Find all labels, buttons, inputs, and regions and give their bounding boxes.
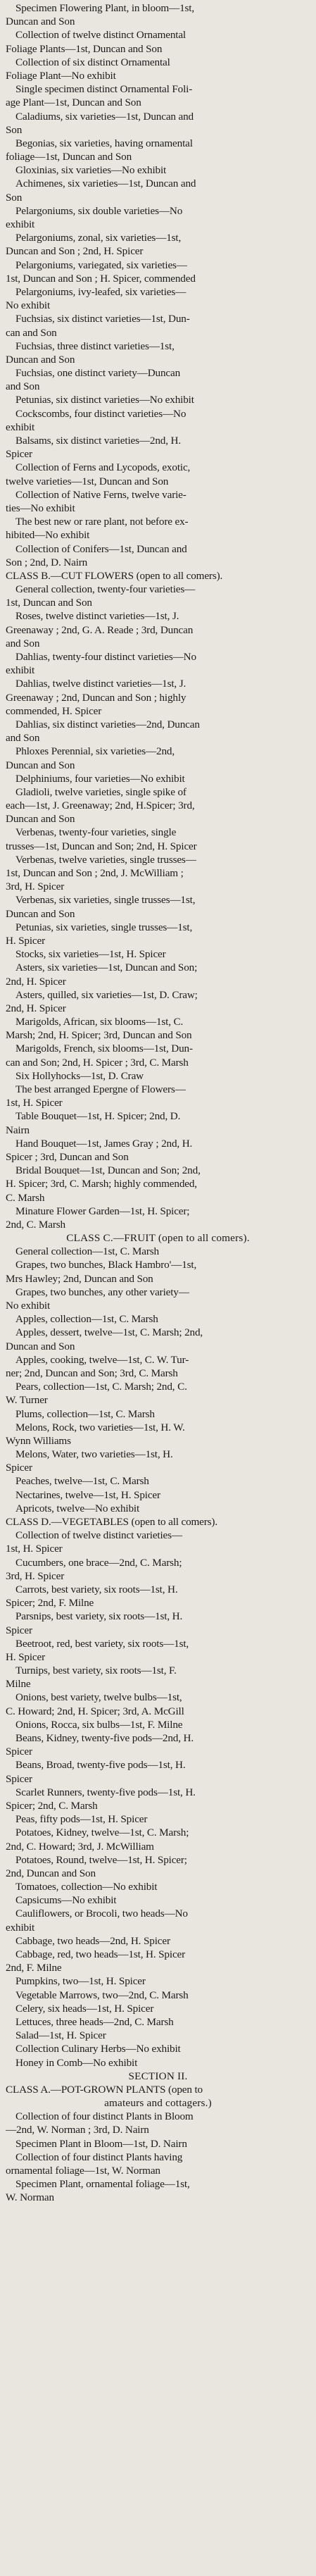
text-line: Capsicums—No exhibit xyxy=(15,1894,117,1907)
text-line: C. Marsh xyxy=(6,1191,45,1204)
text-line: 2nd, Duncan and Son xyxy=(6,1867,96,1879)
text-line: Plums, collection—1st, C. Marsh xyxy=(15,1407,155,1420)
text-line: No exhibit xyxy=(6,1300,51,1312)
text-line: Spicer xyxy=(6,1746,32,1758)
text-line: Collection of four distinct Plants having xyxy=(15,2151,183,2163)
text-line: Pelargoniums, zonal, six varieties—1st, xyxy=(15,232,182,244)
text-line: Honey in Comb—No exhibit xyxy=(15,2056,138,2069)
text-line: foliage—1st, Duncan and Son xyxy=(6,151,132,163)
text-line: Minature Flower Garden—1st, H. Spicer; xyxy=(15,1205,190,1217)
text-line: Marigolds, French, six blooms—1st, Dun- xyxy=(15,1043,193,1055)
text-line: Melons, Water, two varieties—1st, H. xyxy=(15,1448,173,1461)
text-line: exhibit xyxy=(6,218,35,230)
text-line: Spicer xyxy=(6,1624,32,1636)
text-line: Spicer ; 3rd, Duncan and Son xyxy=(6,1150,129,1163)
text-line: Spicer xyxy=(6,448,32,461)
text-line: General collection, twenty-four varieties— xyxy=(15,583,196,596)
text-line: Foliage Plant—No exhibit xyxy=(6,69,116,82)
text-line: exhibit xyxy=(6,421,35,433)
text-line: Phloxes Perennial, six varieties—2nd, xyxy=(15,745,175,758)
text-line: exhibit xyxy=(6,1921,35,1934)
text-line: Cucumbers, one brace—2nd, C. Marsh; xyxy=(15,1556,182,1569)
text-line: Apples, cooking, twelve—1st, C. W. Tur- xyxy=(15,1353,189,1366)
text-line: Cauliflowers, or Brocoli, two heads—No xyxy=(15,1908,188,1920)
text-line: Wynn Williams xyxy=(6,1434,71,1447)
text-line: Petunias, six varieties, single trusses—1st, xyxy=(15,921,193,933)
text-line: Dahlias, twenty-four distinct varieties—No xyxy=(15,651,196,663)
text-line: Lettuces, three heads—2nd, C. Marsh xyxy=(15,2015,174,2028)
text-line: twelve varieties—1st, Duncan and Son xyxy=(6,475,169,487)
text-line: No exhibit xyxy=(6,299,51,312)
text-line: Potatoes, Round, twelve—1st, H. Spicer; xyxy=(15,1853,187,1866)
text-line: Mrs Hawley; 2nd, Duncan and Son xyxy=(6,1272,153,1285)
text-line: 2nd, H. Spicer xyxy=(6,975,66,988)
text-line: Apricots, twelve—No exhibit xyxy=(15,1502,140,1514)
text-line: Pelargoniums, variegated, six varieties— xyxy=(15,259,187,271)
text-line: Collection of twelve distinct Ornamental xyxy=(15,29,186,42)
text-line: Peaches, twelve—1st, C. Marsh xyxy=(15,1475,149,1488)
text-line: Son xyxy=(6,123,23,136)
text-line: The best arranged Epergne of Flowers— xyxy=(15,1083,186,1095)
text-line: H. Spicer; 3rd, C. Marsh; highly commended, xyxy=(6,1178,197,1190)
text-line: Duncan and Son xyxy=(6,353,75,366)
text-line: Duncan and Son xyxy=(6,759,75,771)
text-line: Pelargoniums, ivy-leafed, six varieties— xyxy=(15,285,187,298)
text-line: Greenaway ; 2nd, Duncan and Son ; highly xyxy=(6,691,187,704)
text-line: Verbenas, twelve varieties, single trusses— xyxy=(15,853,196,866)
text-line: Pelargoniums, six double varieties—No xyxy=(15,204,183,217)
text-line: and Son xyxy=(6,380,40,393)
text-line: Pumpkins, two—1st, H. Spicer xyxy=(15,1975,146,1988)
text-line: Six Hollyhocks—1st, D. Craw xyxy=(15,1069,144,1082)
text-line: Parsnips, best variety, six roots—1st, H. xyxy=(15,1610,183,1623)
text-line: ner; 2nd, Duncan and Son; 3rd, C. Marsh xyxy=(6,1367,178,1379)
text-line: Specimen Plant, ornamental foliage—1st, xyxy=(15,2178,190,2191)
text-line: Roses, twelve distinct varieties—1st, J. xyxy=(15,610,179,623)
text-line: The best new or rare plant, not before ex- xyxy=(15,516,189,528)
text-line: Milne xyxy=(6,1678,31,1691)
text-line: Collection of twelve distinct varieties— xyxy=(15,1529,182,1542)
text-line: Tomatoes, collection—No exhibit xyxy=(15,1881,158,1893)
text-line: 3rd, H. Spicer xyxy=(6,881,65,893)
text-line: Foliage Plants—1st, Duncan and Son xyxy=(6,42,163,55)
text-line: Peas, fifty pods—1st, H. Spicer xyxy=(15,1813,148,1826)
text-line: Balsams, six distinct varieties—2nd, H. xyxy=(15,435,182,447)
text-line: Specimen Flowering Plant, in bloom—1st, xyxy=(15,2,195,14)
text-line: Nectarines, twelve—1st, H. Spicer xyxy=(15,1488,160,1501)
text-line: Specimen Plant in Bloom—1st, D. Nairn xyxy=(15,2137,187,2150)
text-line: Petunias, six distinct varieties—No exhibit xyxy=(15,394,194,406)
text-line: W. Norman xyxy=(6,2191,54,2204)
text-line: Stocks, six varieties—1st, H. Spicer xyxy=(15,948,166,961)
text-line: Single specimen distinct Ornamental Foli- xyxy=(15,83,193,96)
text-line: 1st, Duncan and Son ; H. Spicer, commended xyxy=(6,272,196,285)
text-line: CLASS B.—CUT FLOWERS (open to all comers). xyxy=(6,569,223,582)
text-line: Cabbage, two heads—2nd, H. Spicer xyxy=(15,1934,170,1947)
text-line: trusses—1st, Duncan and Son; 2nd, H. Spicer xyxy=(6,840,197,852)
text-line: Celery, six heads—1st, H. Spicer xyxy=(15,2002,154,2015)
text-line: ties—No exhibit xyxy=(6,502,75,514)
text-line: commended, H. Spicer xyxy=(6,704,102,717)
text-line: Spicer; 2nd, F. Milne xyxy=(6,1597,94,1610)
text-line: Marsh; 2nd, H. Spicer; 3rd, Duncan and Son xyxy=(6,1029,192,1042)
text-line: 1st, H. Spicer xyxy=(6,1543,63,1555)
text-line: each—1st, J. Greenaway; 2nd, H.Spicer; 3rd, xyxy=(6,799,195,812)
text-line: and Son xyxy=(6,732,40,745)
text-line: Asters, quilled, six varieties—1st, D. Craw; xyxy=(15,988,198,1001)
text-line: Bridal Bouquet—1st, Duncan and Son; 2nd, xyxy=(15,1164,201,1177)
text-line: Collection of Ferns and Lycopods, exotic, xyxy=(15,461,191,474)
text-line: Beans, Broad, twenty-five pods—1st, H. xyxy=(15,1759,186,1772)
text-line: C. Howard; 2nd, H. Spicer; 3rd, A. McGill xyxy=(6,1705,184,1717)
text-line: Dahlias, six distinct varieties—2nd, Duncan xyxy=(15,718,200,730)
text-line: Pears, collection—1st, C. Marsh; 2nd, C. xyxy=(15,1381,187,1393)
text-line: General collection—1st, C. Marsh xyxy=(15,1245,159,1258)
text-line: Turnips, best variety, six roots—1st, F. xyxy=(15,1665,177,1677)
text-line: Apples, collection—1st, C. Marsh xyxy=(15,1313,158,1326)
text-line: Achimenes, six varieties—1st, Duncan and xyxy=(15,178,196,190)
section-heading-line: amateurs and cottagers.) xyxy=(104,2097,212,2110)
text-line: Asters, six varieties—1st, Duncan and Son; xyxy=(15,962,198,974)
text-line: CLASS A.—POT-GROWN PLANTS (open to xyxy=(6,2083,203,2096)
text-line: W. Turner xyxy=(6,1394,48,1407)
text-line: Carrots, best variety, six roots—1st, H. xyxy=(15,1583,178,1595)
text-line: Vegetable Marrows, two—2nd, C. Marsh xyxy=(15,1989,189,2001)
text-line: Collection of Conifers—1st, Duncan and xyxy=(15,542,187,555)
text-line: CLASS D.—VEGETABLES (open to all comers). xyxy=(6,1516,217,1528)
text-line: hibited—No exhibit xyxy=(6,529,90,542)
text-line: Apples, dessert, twelve—1st, C. Marsh; 2nd, xyxy=(15,1326,203,1339)
section-heading-line: SECTION II. xyxy=(128,2070,188,2082)
text-line: Fuchsias, six distinct varieties—1st, Dun- xyxy=(15,313,190,325)
text-line: Collection of four distinct Plants in Bloom xyxy=(15,2110,194,2123)
text-line: Caladiums, six varieties—1st, Duncan and xyxy=(15,110,194,123)
text-line: Hand Bouquet—1st, James Gray ; 2nd, H. xyxy=(15,1137,193,1150)
text-line: 2nd, F. Milne xyxy=(6,1962,62,1974)
text-line: Table Bouquet—1st, H. Spicer; 2nd, D. xyxy=(15,1110,181,1123)
section-heading-line: CLASS C.—FRUIT (open to all comers). xyxy=(66,1232,250,1245)
text-line: Spicer; 2nd, C. Marsh xyxy=(6,1799,98,1812)
text-line: Gladioli, twelve varieties, single spike of xyxy=(15,785,187,798)
text-line: Spicer xyxy=(6,1462,32,1474)
text-line: Nairn xyxy=(6,1124,30,1136)
text-line: Grapes, two bunches, Black Hambro'—1st, xyxy=(15,1259,197,1271)
text-line: age Plant—1st, Duncan and Son xyxy=(6,97,141,109)
text-line: 2nd, C. Howard; 3rd, J. McWilliam xyxy=(6,1840,154,1853)
text-line: Son xyxy=(6,191,23,204)
text-line: Collection Culinary Herbs—No exhibit xyxy=(15,2043,181,2055)
text-line: Fuchsias, one distinct variety—Duncan xyxy=(15,367,181,380)
text-line: Beetroot, red, best variety, six roots—1st, xyxy=(15,1637,189,1650)
text-line: Fuchsias, three distinct varieties—1st, xyxy=(15,340,175,352)
text-line: Onions, Rocca, six bulbs—1st, F. Milne xyxy=(15,1718,183,1731)
text-line: —2nd, W. Norman ; 3rd, D. Nairn xyxy=(6,2124,149,2136)
text-line: Grapes, two bunches, any other variety— xyxy=(15,1286,189,1298)
text-line: can and Son xyxy=(6,326,57,339)
text-line: Duncan and Son ; 2nd, H. Spicer xyxy=(6,245,144,258)
text-line: 1st, H. Spicer xyxy=(6,1097,63,1109)
text-line: H. Spicer xyxy=(6,934,46,947)
text-line: Cockscombs, four distinct varieties—No xyxy=(15,407,187,420)
text-line: Delphiniums, four varieties—No exhibit xyxy=(15,772,185,785)
text-line: Greenaway ; 2nd, G. A. Reade ; 3rd, Duncan xyxy=(6,623,194,636)
text-line: Verbenas, six varieties, single trusses—1st, xyxy=(15,894,196,907)
text-line: Dahlias, twelve distinct varieties—1st, J. xyxy=(15,678,187,690)
text-line: H. Spicer xyxy=(6,1650,46,1663)
text-line: Gloxinias, six varieties—No exhibit xyxy=(15,164,167,177)
text-line: exhibit xyxy=(6,664,35,677)
text-line: and Son xyxy=(6,637,40,649)
text-line: Scarlet Runners, twenty-five pods—1st, H. xyxy=(15,1786,196,1798)
text-line: Duncan and Son xyxy=(6,15,75,28)
text-line: Salad—1st, H. Spicer xyxy=(15,2029,106,2042)
text-line: Verbenas, twenty-four varieties, single xyxy=(15,826,177,839)
text-line: Son ; 2nd, D. Nairn xyxy=(6,556,88,568)
text-line: Cabbage, red, two heads—1st, H. Spicer xyxy=(15,1948,186,1960)
text-line: Collection of six distinct Ornamental xyxy=(15,56,170,68)
text-line: Melons, Rock, two varieties—1st, H. W. xyxy=(15,1421,185,1433)
text-line: Beans, Kidney, twenty-five pods—2nd, H. xyxy=(15,1732,194,1744)
text-line: Onions, best variety, twelve bulbs—1st, xyxy=(15,1691,182,1704)
text-line: Spicer xyxy=(6,1772,32,1785)
text-line: Begonias, six varieties, having ornamental xyxy=(15,137,193,149)
text-line: can and Son; 2nd, H. Spicer ; 3rd, C. Marsh xyxy=(6,1056,189,1069)
text-line: 1st, Duncan and Son ; 2nd, J. McWilliam ; xyxy=(6,867,184,879)
text-line: Duncan and Son xyxy=(6,1340,75,1352)
text-line: 2nd, C. Marsh xyxy=(6,1218,65,1231)
text-line: Collection of Native Ferns, twelve varie- xyxy=(15,488,187,501)
text-line: Marigolds, African, six blooms—1st, C. xyxy=(15,1016,184,1028)
text-line: Duncan and Son xyxy=(6,907,75,920)
text-line: Potatoes, Kidney, twelve—1st, C. Marsh; xyxy=(15,1827,189,1839)
text-line: 3rd, H. Spicer xyxy=(6,1569,65,1582)
text-line: ornamental foliage—1st, W. Norman xyxy=(6,2165,160,2177)
text-line: 2nd, H. Spicer xyxy=(6,1002,66,1014)
text-line: Duncan and Son xyxy=(6,813,75,826)
text-line: 1st, Duncan and Son xyxy=(6,597,92,609)
